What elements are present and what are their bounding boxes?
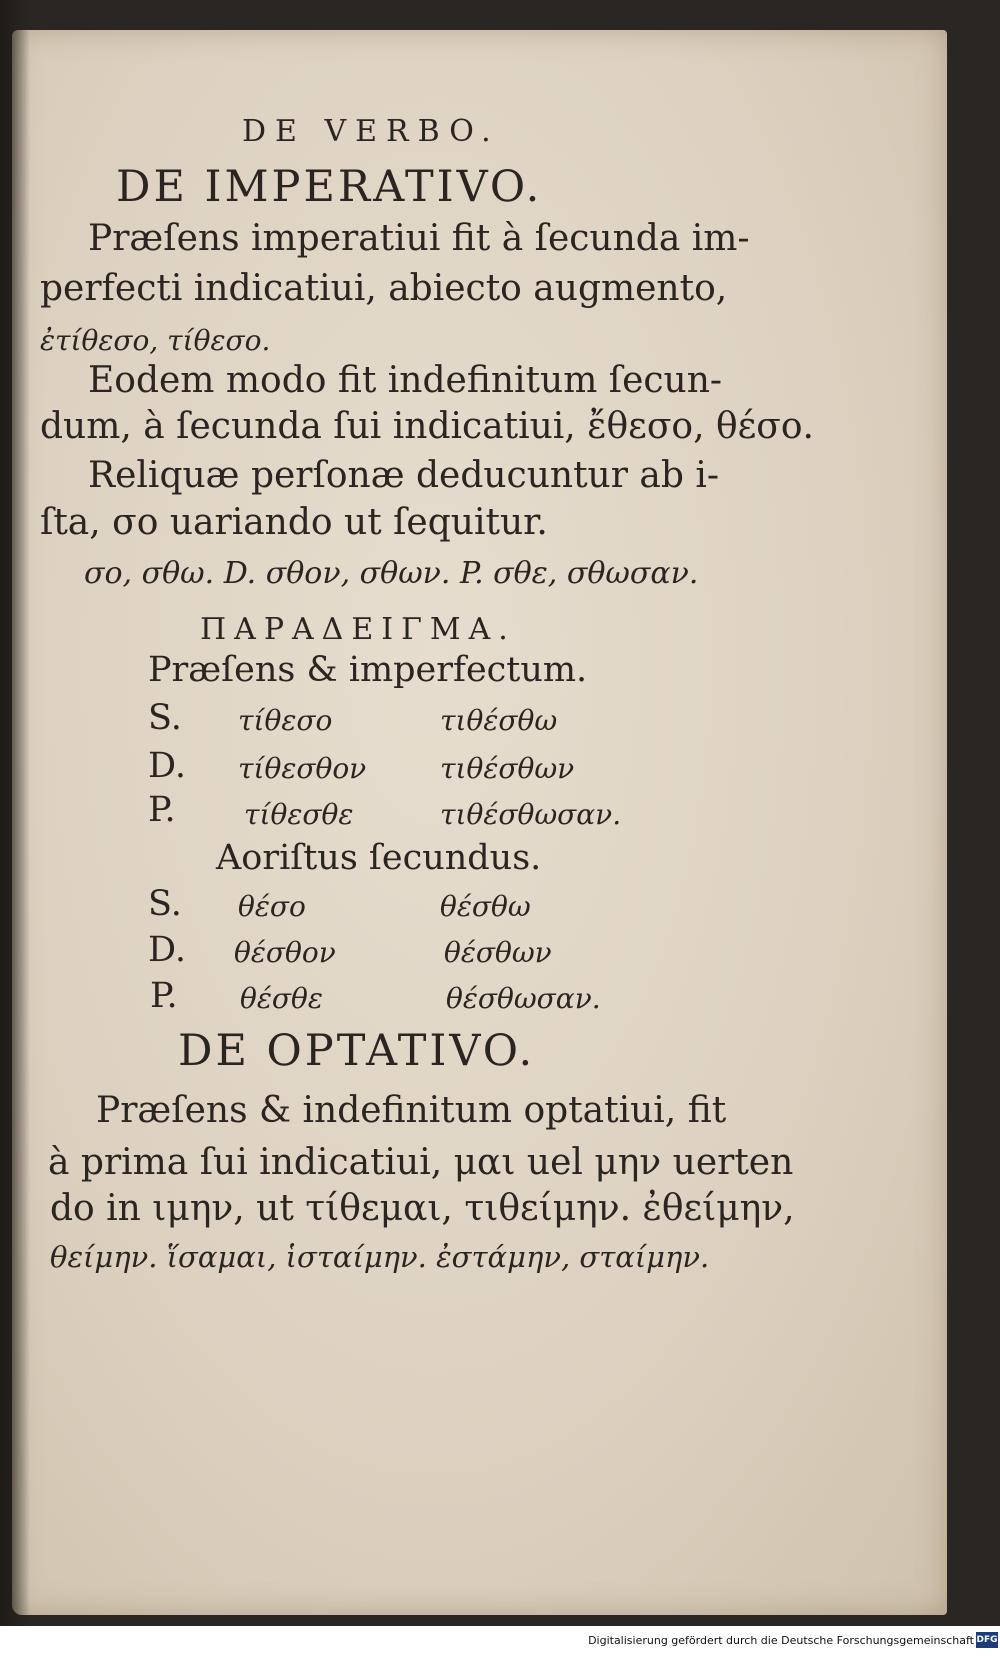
group2-row2-b: θέσθων (444, 936, 552, 969)
group2-row3-num: P. (150, 976, 178, 1016)
group1-row1-a: τίθεσο (238, 704, 333, 737)
running-head: DE VERBO. (242, 114, 500, 149)
group2-row1-b: θέσθω (440, 890, 531, 923)
imperative-line-5: dum, à ſecunda ſui indicatiui, ἔθεσο, θέσο. (40, 406, 814, 447)
group1-row2-b: τιθέσθων (440, 752, 575, 785)
group2-row2-a: θέσθον (234, 936, 336, 969)
section-title-imperative: DE IMPERATIVO. (116, 162, 543, 212)
section-title-optative: DE OPTATIVO. (178, 1026, 536, 1076)
paradigm-group1-title: Præſens & imperfectum. (148, 650, 588, 690)
group1-row3-b: τιθέσθωσαν. (440, 798, 622, 831)
imperative-line-7: ſta, σο uariando ut ſequitur. (40, 502, 548, 543)
group1-row1-num: S. (148, 698, 182, 738)
paradigm-title: ΠΑΡΑΔΕΙΓΜΑ. (200, 612, 516, 647)
imperative-line-4: Eodem modo fit indefinitum ſecun- (88, 360, 723, 401)
dfg-logo: DFG (976, 1632, 998, 1648)
group1-row2-num: D. (148, 746, 186, 786)
optative-line-2: à prima ſui indicatiui, μαι uel μην uerten (48, 1142, 794, 1183)
footer-bar (0, 1626, 1000, 1656)
imperative-line-6: Reliquæ perſonæ deducuntur ab i- (88, 455, 720, 496)
imperative-line-1: Præſens imperatiui fit à ſecunda im- (88, 218, 750, 259)
group1-row1-b: τιθέσθω (440, 704, 558, 737)
imperative-line-2: perfecti indicatiui, abiecto augmento, (40, 268, 728, 309)
group2-row3-a: θέσθε (240, 982, 323, 1015)
group1-row2-a: τίθεσθον (238, 752, 367, 785)
group1-row3-num: P. (148, 790, 176, 830)
imperative-line-3: ἐτίθεσο, τίθεσο. (40, 324, 271, 357)
group2-row1-a: θέσο (238, 890, 306, 923)
imperative-line-8: σο, σθω. D. σθον, σθων. P. σθε, σθωσαν. (84, 556, 699, 591)
optative-line-1: Præſens & indefinitum optatiui, fit (96, 1090, 727, 1131)
group1-row3-a: τίθεσθε (244, 798, 354, 831)
group2-row3-b: θέσθωσαν. (446, 982, 601, 1015)
group2-row2-num: D. (148, 930, 186, 970)
footer-credit: Digitalisierung gefördert durch die Deutsche Forschungsgemeinschaft (588, 1634, 974, 1647)
page-edge-shadow (0, 0, 30, 1626)
group2-row1-num: S. (148, 884, 182, 924)
optative-line-4: θείμην. ἵσαμαι, ἱσταίμην. ἐστάμην, σταίμην. (50, 1240, 710, 1274)
paradigm-group2-title: Aoriſtus ſecundus. (216, 838, 542, 878)
optative-line-3: do in ιμην, ut τίθεμαι, τιθείμην. ἐθείμην, (50, 1188, 795, 1229)
